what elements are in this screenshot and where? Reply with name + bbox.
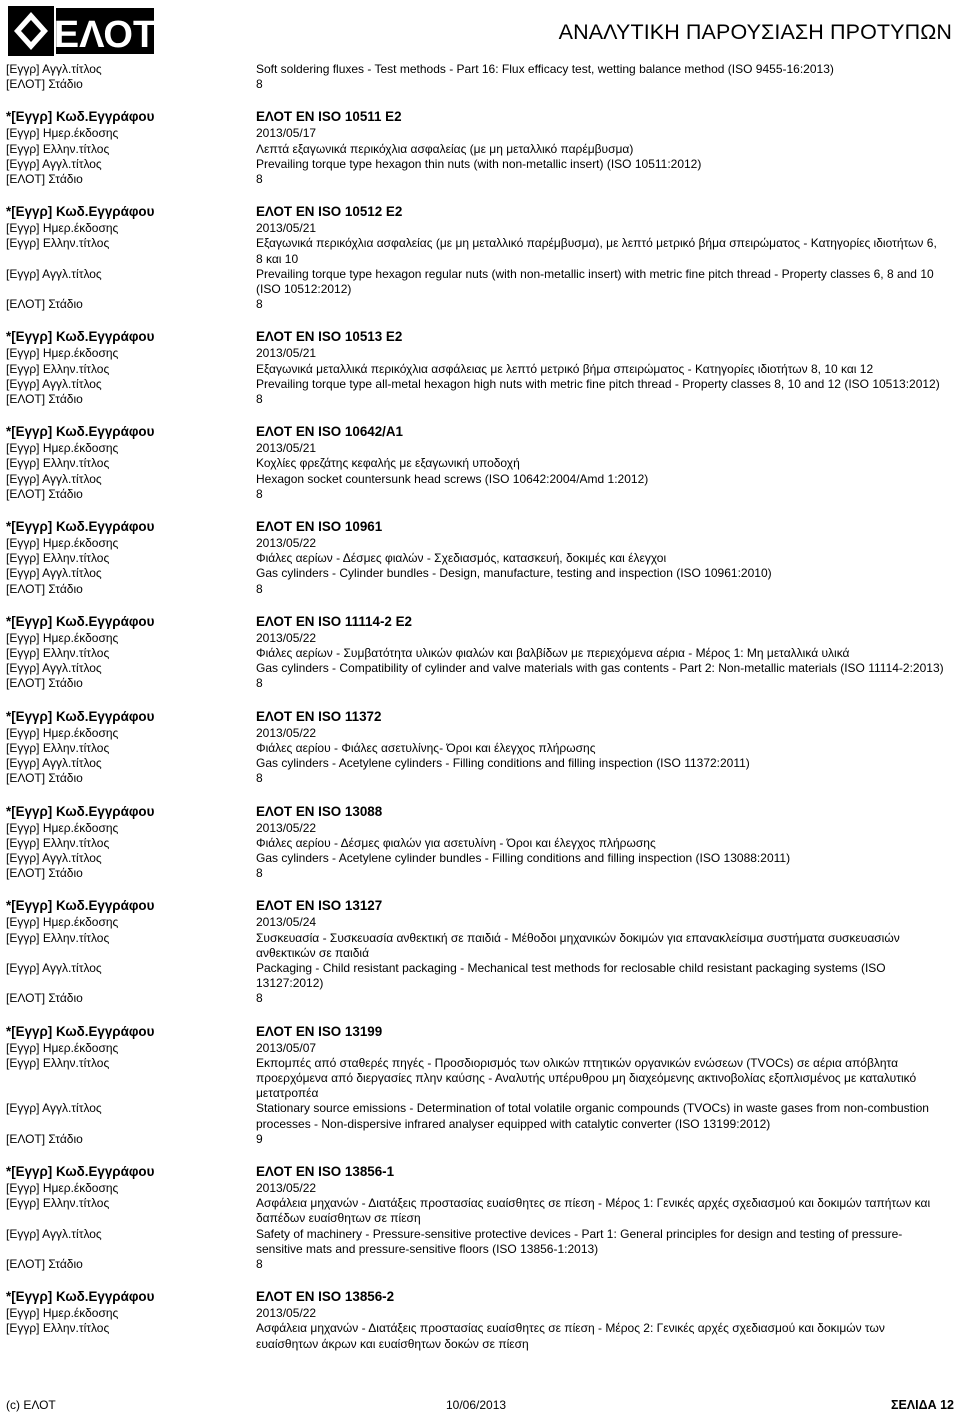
english-title-row xyxy=(0,1227,960,1257)
elot-logo xyxy=(8,6,156,56)
document-code-label: *[Εγγρ] Κωδ.Εγγράφου xyxy=(6,1163,155,1179)
greek-title-label: [Εγγρ] Ελλην.τίτλος xyxy=(6,551,110,566)
document-code-row xyxy=(0,803,960,821)
stage-value: 8 xyxy=(256,486,263,501)
english-title-value: Gas cylinders - Compatibility of cylinder and valve materials with gas contents - Part 2: Non-metallic materials (ISO 11114-2:2013) xyxy=(256,661,944,676)
standard-record xyxy=(0,803,960,882)
greek-title-row xyxy=(0,142,960,157)
greek-title-value: Ασφάλεια μηχανών - Διατάξεις προστασίας ευαίσθητες σε πίεση - Μέρος 2: Γενικές αρχές σχεδιασμού και δοκιμών των ευαίσθητων άκρων και ευαίσθητων δοκών σε πίεση xyxy=(256,1321,885,1351)
document-code-value: ΕΛΟΤ EN ISO 13856-2 xyxy=(256,1289,395,1305)
document-code-label: *[Εγγρ] Κωδ.Εγγράφου xyxy=(6,1023,155,1039)
greek-title-value: Φιάλες αερίων - Δέσμες φιαλών - Σχεδιασμός, κατασκευή, δοκιμές και έλεγχοι xyxy=(256,551,667,566)
issue-date-label: [Εγγρ] Ημερ.έκδοσης xyxy=(6,1040,119,1055)
document-code-row xyxy=(0,423,960,441)
issue-date-value: 2013/05/22 xyxy=(256,536,317,551)
english-title-row xyxy=(0,961,960,991)
document-code-label: *[Εγγρ] Κωδ.Εγγράφου xyxy=(6,803,155,819)
english-title-label: [Εγγρ] Αγγλ.τίτλος xyxy=(6,756,102,771)
english-title-label: [Εγγρ] Αγγλ.τίτλος xyxy=(6,1226,102,1241)
standard-record xyxy=(0,518,960,597)
stage-row xyxy=(0,676,960,691)
issue-date-value: 2013/05/22 xyxy=(256,1306,317,1321)
greek-title-label: [Εγγρ] Ελλην.τίτλος xyxy=(6,361,110,376)
greek-title-value: Ασφάλεια μηχανών - Διατάξεις προστασίας ευαίσθητες σε πίεση - Μέρος 1: Γενικές αρχές σχεδιασμού και δοκιμών ταπήτων και δαπέδων ευαίσθητων σε πίεση xyxy=(256,1196,931,1226)
greek-title-label: [Εγγρ] Ελλην.τίτλος xyxy=(6,1055,110,1070)
document-code-row xyxy=(0,328,960,346)
document-code-value: ΕΛΟΤ EN ISO 10961 xyxy=(256,519,383,535)
en-title-label: [Εγγρ] Αγγλ.τίτλος xyxy=(6,62,102,76)
issue-date-label: [Εγγρ] Ημερ.έκδοσης xyxy=(6,221,119,236)
english-title-value: Gas cylinders - Cylinder bundles - Design, manufacture, testing and inspection (ISO 10961:2010) xyxy=(256,566,772,581)
standard-record xyxy=(0,328,960,407)
stage-value: 8 xyxy=(256,392,263,407)
greek-title-label: [Εγγρ] Ελλην.τίτλος xyxy=(6,141,110,156)
copyright-text: (c) ΕΛΟΤ xyxy=(6,1398,56,1412)
greek-title-row xyxy=(0,646,960,661)
page-number: ΣΕΛΙΔΑ 12 xyxy=(890,1398,954,1412)
stage-value: 8 xyxy=(256,676,263,691)
document-code-row xyxy=(0,708,960,726)
standard-record xyxy=(0,1163,960,1272)
document-code-row xyxy=(0,897,960,915)
document-code-value: ΕΛΟΤ EN ISO 11372 xyxy=(256,708,382,724)
greek-title-row xyxy=(0,1321,960,1351)
issue-date-label: [Εγγρ] Ημερ.έκδοσης xyxy=(6,126,119,141)
document-code-row xyxy=(0,203,960,221)
stage-row xyxy=(0,582,960,597)
english-title-row xyxy=(0,566,960,581)
english-title-label: [Εγγρ] Αγγλ.τίτλος xyxy=(6,376,102,391)
issue-date-value: 2013/05/17 xyxy=(256,126,317,141)
stage-value: 9 xyxy=(256,1131,263,1146)
issue-date-value: 2013/05/21 xyxy=(256,441,317,456)
english-title-label: [Εγγρ] Αγγλ.τίτλος xyxy=(6,156,102,171)
stage-value: 8 xyxy=(256,991,263,1006)
english-title-row xyxy=(0,851,960,866)
en-title-row xyxy=(0,62,960,77)
document-code-value: ΕΛΟΤ EN ISO 10513 E2 xyxy=(256,329,403,345)
stage-label: [ΕΛΟΤ] Στάδιο xyxy=(6,676,83,691)
standards-list xyxy=(0,62,960,1368)
stage-label: [ΕΛΟΤ] Στάδιο xyxy=(6,866,83,881)
issue-date-row xyxy=(0,1041,960,1056)
document-code-value: ΕΛΟΤ EN ISO 10511 E2 xyxy=(256,109,402,125)
english-title-label: [Εγγρ] Αγγλ.τίτλος xyxy=(6,960,102,975)
issue-date-value: 2013/05/22 xyxy=(256,725,317,740)
document-code-value: ΕΛΟΤ EN ISO 10642/A1 xyxy=(256,424,404,440)
standard-record xyxy=(0,1023,960,1147)
stage-row xyxy=(0,1257,960,1272)
en-title-value: Soft soldering fluxes - Test methods - Part 16: Flux efficacy test, wetting balance method (ISO 9455-16:2013) xyxy=(256,62,834,76)
stage-label: [ΕΛΟΤ] Στάδιο xyxy=(6,486,83,501)
english-title-label: [Εγγρ] Αγγλ.τίτλος xyxy=(6,1101,102,1116)
stage-row xyxy=(0,77,960,92)
greek-title-value: Φιάλες αερίου - Δέσμες φιαλών για ασετυλίνη - Όροι και έλεγχος πλήρωσης xyxy=(256,835,656,850)
document-code-value: ΕΛΟΤ EN ISO 11114-2 E2 xyxy=(256,613,412,629)
greek-title-label: [Εγγρ] Ελλην.τίτλος xyxy=(6,740,110,755)
english-title-row xyxy=(0,267,960,297)
stage-value: 8 xyxy=(256,77,263,92)
document-code-label: *[Εγγρ] Κωδ.Εγγράφου xyxy=(6,109,155,125)
issue-date-row xyxy=(0,631,960,646)
page-header xyxy=(0,0,960,60)
document-code-label: *[Εγγρ] Κωδ.Εγγράφου xyxy=(6,519,155,535)
record-first xyxy=(0,62,960,92)
document-code-row xyxy=(0,518,960,536)
issue-date-row xyxy=(0,1306,960,1321)
stage-label: [ΕΛΟΤ] Στάδιο xyxy=(6,1256,83,1271)
document-code-row xyxy=(0,1163,960,1181)
stage-row xyxy=(0,172,960,187)
document-code-row xyxy=(0,1023,960,1041)
greek-title-row xyxy=(0,236,960,266)
stage-label: [ΕΛΟΤ] Στάδιο xyxy=(6,581,83,596)
greek-title-label: [Εγγρ] Ελλην.τίτλος xyxy=(6,646,110,661)
english-title-value: Gas cylinders - Acetylene cylinders - Filling conditions and filling inspection (ISO 11372:2011) xyxy=(256,756,750,771)
issue-date-label: [Εγγρ] Ημερ.έκδοσης xyxy=(6,915,119,930)
english-title-value: Prevailing torque type hexagon regular nuts (with non-metallic insert) with metric fine pitch thread - Property classes 6, 8 and 10 (ISO 10512:2012) xyxy=(256,266,934,297)
issue-date-label: [Εγγρ] Ημερ.έκδοσης xyxy=(6,630,119,645)
stage-label: [ΕΛΟΤ] Στάδιο xyxy=(6,172,83,187)
document-code-value: ΕΛΟΤ EN ISO 13199 xyxy=(256,1023,383,1039)
english-title-row xyxy=(0,472,960,487)
issue-date-label: [Εγγρ] Ημερ.έκδοσης xyxy=(6,725,119,740)
document-code-label: *[Εγγρ] Κωδ.Εγγράφου xyxy=(6,424,155,440)
greek-title-row xyxy=(0,551,960,566)
document-code-value: ΕΛΟΤ EN ISO 10512 E2 xyxy=(256,204,403,220)
stage-value: 8 xyxy=(256,1256,263,1271)
document-code-value: ΕΛΟΤ EN ISO 13088 xyxy=(256,803,383,819)
standard-record xyxy=(0,897,960,1006)
english-title-row xyxy=(0,157,960,172)
english-title-value: Prevailing torque type hexagon thin nuts (with non-metallic insert) (ISO 10511:2012) xyxy=(256,156,702,171)
issue-date-row xyxy=(0,821,960,836)
standard-record xyxy=(0,613,960,692)
document-code-row xyxy=(0,613,960,631)
english-title-value: Hexagon socket countersunk head screws (ISO 10642:2004/Amd 1:2012) xyxy=(256,471,649,486)
stage-label: [ΕΛΟΤ] Στάδιο xyxy=(6,297,83,312)
page-title: ΑΝΑΛΥΤΙΚΗ ΠΑΡΟΥΣΙΑΣΗ ΠΡΟΤΥΠΩΝ xyxy=(558,20,952,44)
document-code-label: *[Εγγρ] Κωδ.Εγγράφου xyxy=(6,898,155,914)
english-title-label: [Εγγρ] Αγγλ.τίτλος xyxy=(6,266,102,281)
standard-record xyxy=(0,708,960,787)
stage-row xyxy=(0,866,960,881)
stage-row xyxy=(0,487,960,502)
english-title-row xyxy=(0,661,960,676)
issue-date-label: [Εγγρ] Ημερ.έκδοσης xyxy=(6,346,119,361)
page-footer xyxy=(0,1394,960,1414)
footer-date: 10/06/2013 xyxy=(446,1398,507,1412)
english-title-label: [Εγγρ] Αγγλ.τίτλος xyxy=(6,471,102,486)
issue-date-row xyxy=(0,726,960,741)
english-title-label: [Εγγρ] Αγγλ.τίτλος xyxy=(6,566,102,581)
english-title-row xyxy=(0,756,960,771)
english-title-row xyxy=(0,1101,960,1131)
stage-label: [ΕΛΟΤ] Στάδιο xyxy=(6,77,83,92)
greek-title-row xyxy=(0,1056,960,1102)
greek-title-label: [Εγγρ] Ελλην.τίτλος xyxy=(6,456,110,471)
stage-label: [ΕΛΟΤ] Στάδιο xyxy=(6,392,83,407)
greek-title-value: Συσκευασία - Συσκευασία ανθεκτική σε παιδιά - Μέθοδοι μηχανικών δοκιμών για επανακλείσιμα συστήματα συσκευασιών ανθεκτικών σε παιδιά xyxy=(256,930,900,960)
issue-date-label: [Εγγρ] Ημερ.έκδοσης xyxy=(6,1180,119,1195)
issue-date-label: [Εγγρ] Ημερ.έκδοσης xyxy=(6,441,119,456)
issue-date-value: 2013/05/07 xyxy=(256,1040,317,1055)
greek-title-value: Κοχλίες φρεζάτης κεφαλής με εξαγωνική υποδοχή xyxy=(256,456,520,471)
greek-title-row xyxy=(0,362,960,377)
document-code-value: ΕΛΟΤ EN ISO 13856-1 xyxy=(256,1163,395,1179)
issue-date-row xyxy=(0,221,960,236)
english-title-value: Stationary source emissions - Determination of total volatile organic compounds (TVOCs) in waste gases from non-combustion processes - Non-dispersive infrared analyser equipped with catalytic converter (ISO 13199:2012) xyxy=(256,1101,929,1131)
document-code-label: *[Εγγρ] Κωδ.Εγγράφου xyxy=(6,613,155,629)
stage-value: 8 xyxy=(256,866,263,881)
greek-title-row xyxy=(0,836,960,851)
document-code-label: *[Εγγρ] Κωδ.Εγγράφου xyxy=(6,204,155,220)
issue-date-value: 2013/05/22 xyxy=(256,630,317,645)
greek-title-label: [Εγγρ] Ελλην.τίτλος xyxy=(6,930,110,945)
english-title-row xyxy=(0,377,960,392)
english-title-label: [Εγγρ] Αγγλ.τίτλος xyxy=(6,661,102,676)
greek-title-row xyxy=(0,1196,960,1226)
greek-title-label: [Εγγρ] Ελλην.τίτλος xyxy=(6,835,110,850)
document-code-label: *[Εγγρ] Κωδ.Εγγράφου xyxy=(6,708,155,724)
english-title-label: [Εγγρ] Αγγλ.τίτλος xyxy=(6,850,102,865)
issue-date-value: 2013/05/21 xyxy=(256,346,317,361)
greek-title-value: Φιάλες αερίων - Συμβατότητα υλικών φιαλών και βαλβίδων με περιεχόμενα αέρια - Μέρος 1: Μη μεταλλικά υλικά xyxy=(256,646,850,661)
issue-date-value: 2013/05/24 xyxy=(256,915,317,930)
greek-title-label: [Εγγρ] Ελλην.τίτλος xyxy=(6,1196,110,1211)
issue-date-label: [Εγγρ] Ημερ.έκδοσης xyxy=(6,536,119,551)
document-code-row xyxy=(0,108,960,126)
stage-label: [ΕΛΟΤ] Στάδιο xyxy=(6,1131,83,1146)
english-title-value: Packaging - Child resistant packaging - Mechanical test methods for reclosable child resistant packaging systems (ISO 13127:2012) xyxy=(256,960,886,991)
stage-value: 8 xyxy=(256,297,263,312)
logo-text: ΕΛΟΤ xyxy=(53,14,156,56)
stage-row xyxy=(0,297,960,312)
standard-record xyxy=(0,1288,960,1352)
greek-title-row xyxy=(0,741,960,756)
document-code-label: *[Εγγρ] Κωδ.Εγγράφου xyxy=(6,1289,155,1305)
stage-row xyxy=(0,392,960,407)
greek-title-value: Εξαγωνικά περικόχλια ασφαλείας (με μη μεταλλικό παρέμβυσμα), με λεπτό μετρικό βήμα σπειρώματος - Κατηγορίες ιδιοτήτων 6, 8 και 10 xyxy=(256,236,937,266)
english-title-value: Gas cylinders - Acetylene cylinder bundles - Filling conditions and filling inspection (ISO 13088:2011) xyxy=(256,850,791,865)
issue-date-value: 2013/05/22 xyxy=(256,820,317,835)
stage-label: [ΕΛΟΤ] Στάδιο xyxy=(6,771,83,786)
stage-value: 8 xyxy=(256,771,263,786)
standard-record xyxy=(0,108,960,187)
english-title-value: Safety of machinery - Pressure-sensitive protective devices - Part 1: General principles for design and testing of pressure-sensitive mats and pressure-sensitive floors (ISO 13856-1:2013) xyxy=(256,1226,903,1256)
document-code-row xyxy=(0,1288,960,1306)
greek-title-value: Εκπομπές από σταθερές πηγές - Προσδιορισμός των ολικών πτητικών οργανικών ενώσεων (TVOCs) σε αέρια απόβλητα προερχόμενα από διεργασίες πλην καύσης - Αναλυτής υπέρυθρου μη διαχεόμενης ακτινοβολίας εξοπλισμένος με καταλυτικό μετατροπέα xyxy=(256,1055,917,1101)
greek-title-row xyxy=(0,456,960,471)
issue-date-value: 2013/05/21 xyxy=(256,221,317,236)
issue-date-label: [Εγγρ] Ημερ.έκδοσης xyxy=(6,820,119,835)
standard-record xyxy=(0,203,960,312)
issue-date-row xyxy=(0,346,960,361)
stage-row xyxy=(0,771,960,786)
document-code-value: ΕΛΟΤ EN ISO 13127 xyxy=(256,898,383,914)
stage-value: 8 xyxy=(256,581,263,596)
stage-value: 8 xyxy=(256,172,263,187)
issue-date-value: 2013/05/22 xyxy=(256,1180,317,1195)
greek-title-row xyxy=(0,931,960,961)
greek-title-value: Λεπτά εξαγωνικά περικόχλια ασφαλείας (με μη μεταλλικό παρέμβυσμα) xyxy=(256,141,634,156)
issue-date-row xyxy=(0,126,960,141)
issue-date-row xyxy=(0,915,960,930)
stage-row xyxy=(0,1132,960,1147)
greek-title-value: Φιάλες αερίου - Φιάλες ασετυλίνης- Όροι και έλεγχος πλήρωσης xyxy=(256,740,596,755)
issue-date-row xyxy=(0,1181,960,1196)
greek-title-label: [Εγγρ] Ελλην.τίτλος xyxy=(6,1321,110,1336)
english-title-value: Prevailing torque type all-metal hexagon high nuts with metric fine pitch thread - Property classes 8, 10 and 12 (ISO 10513:2012) xyxy=(256,376,940,391)
greek-title-label: [Εγγρ] Ελλην.τίτλος xyxy=(6,236,110,251)
greek-title-value: Εξαγωνικά μεταλλικά περικόχλια ασφάλειας με λεπτό μετρικό βήμα σπειρώματος - Κατηγορίες ιδιοτήτων 8, 10 και 12 xyxy=(256,361,874,376)
issue-date-label: [Εγγρ] Ημερ.έκδοσης xyxy=(6,1306,119,1321)
document-code-label: *[Εγγρ] Κωδ.Εγγράφου xyxy=(6,329,155,345)
stage-row xyxy=(0,991,960,1006)
standard-record xyxy=(0,423,960,502)
stage-label: [ΕΛΟΤ] Στάδιο xyxy=(6,991,83,1006)
issue-date-row xyxy=(0,441,960,456)
issue-date-row xyxy=(0,536,960,551)
